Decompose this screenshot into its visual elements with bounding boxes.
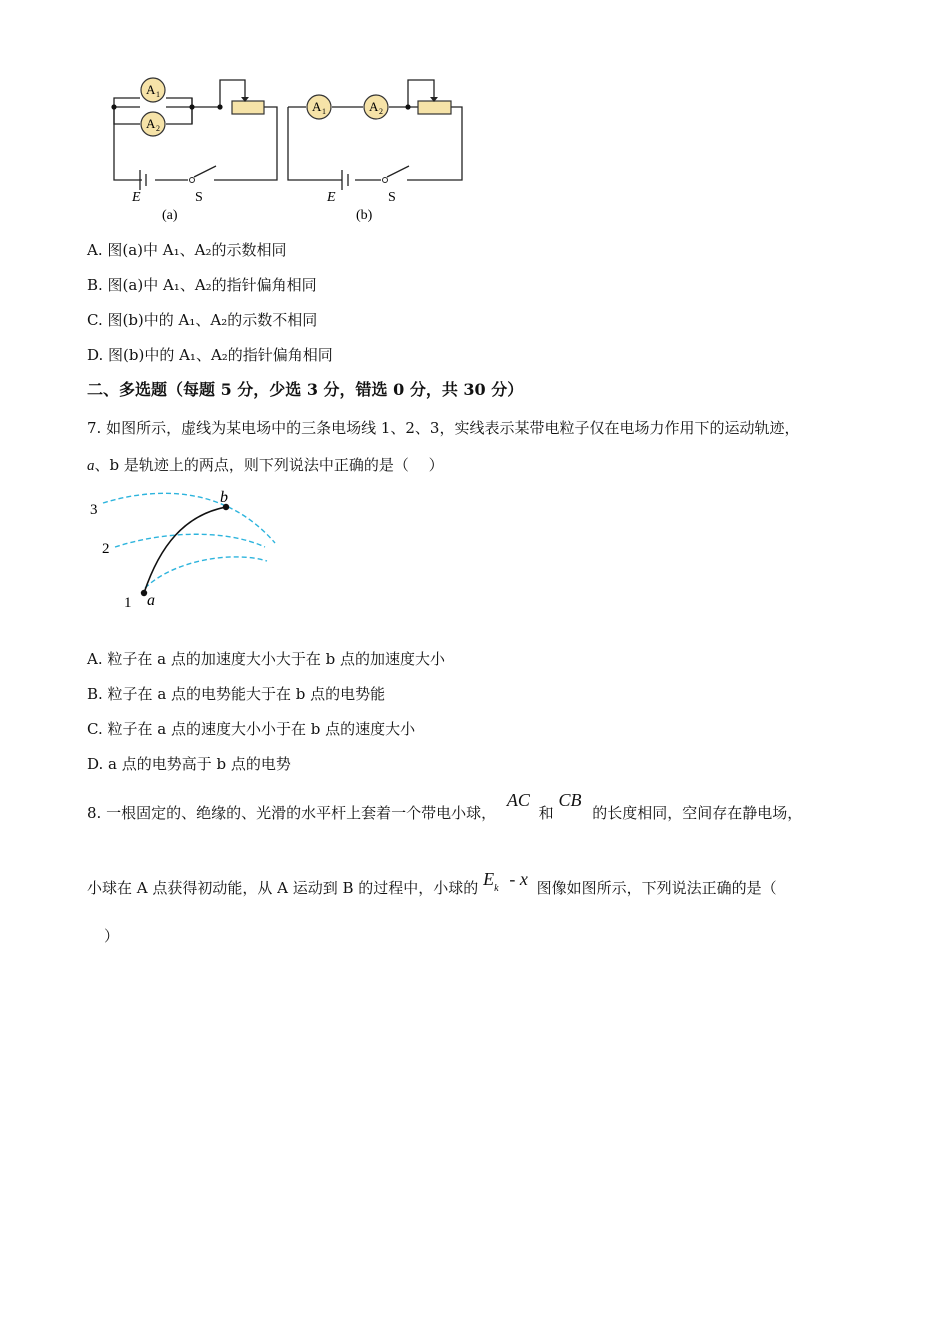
svg-text:A: A (146, 82, 156, 97)
field-line-3 (103, 493, 275, 543)
svg-text:E: E (132, 190, 141, 205)
svg-text:S: S (195, 190, 203, 205)
svg-text:(b): (b) (356, 208, 373, 223)
svg-text:3: 3 (90, 502, 98, 518)
q7-option-c: C. 粒子在 a 点的速度大小小于在 b 点的速度大小 (87, 720, 416, 738)
q6-option-c: C. 图(b)中的 A₁、A₂的示数不相同 (87, 311, 318, 329)
svg-text:2: 2 (102, 541, 110, 557)
q7-option-d: D. a 点的电势高于 b 点的电势 (87, 755, 291, 773)
field-line-2 (115, 534, 265, 547)
svg-text:S: S (388, 190, 396, 205)
svg-text:1: 1 (156, 90, 160, 99)
svg-text:2: 2 (379, 107, 383, 116)
particle-trajectory (144, 507, 226, 593)
svg-text:2: 2 (156, 124, 160, 133)
q7-option-a: A. 粒子在 a 点的加速度大小大于在 b 点的加速度大小 (87, 650, 445, 668)
q8-stem-line1: 8. 一根固定的、绝缘的、光滑的水平杆上套着一个带电小球， AC 和 CB 的长度相同，空间存在静电场， (87, 790, 803, 822)
field-line-1 (145, 557, 267, 588)
electric-field-figure (85, 485, 295, 615)
q6-option-d: D. 图(b)中的 A₁、A₂的指针偏角相同 (87, 346, 333, 364)
q7-stem-line1: 7. 如图所示，虚线为某电场中的三条电场线 1、2、3，实线表示某带电粒子仅在电场力作用下的运动轨迹， (87, 419, 800, 437)
rheostat-a-icon (232, 101, 264, 114)
q6-option-a: A. 图(a)中 A₁、A₂的示数相同 (87, 241, 287, 259)
svg-text:A: A (369, 99, 379, 114)
svg-text:A: A (146, 116, 156, 131)
q7-option-b: B. 粒子在 a 点的电势能大于在 b 点的电势能 (87, 685, 386, 703)
svg-text:E: E (327, 190, 336, 205)
rheostat-b-icon (418, 101, 451, 114)
svg-text:1: 1 (124, 595, 132, 611)
svg-text:A: A (312, 99, 322, 114)
q8-stem-line3: ） (104, 927, 120, 945)
q6-option-b: B. 图(a)中 A₁、A₂的指针偏角相同 (87, 276, 317, 294)
svg-text:b: b (220, 489, 228, 506)
q8-stem-line2: 小球在 A 点获得初动能，从 A 运动到 B 的过程中，小球的 Ek - x 图像如图所示，下列说法正确的是（ (87, 869, 777, 897)
q7-stem-line2: a、b 是轨迹上的两点，则下列说法中正确的是（ ） (87, 456, 444, 474)
section-heading: 二、多选题（每题 5 分，少选 3 分，错选 0 分，共 30 分） (87, 380, 524, 399)
svg-text:1: 1 (322, 107, 326, 116)
svg-text:(a): (a) (162, 208, 178, 223)
svg-text:a: a (147, 592, 155, 609)
circuit-figures (80, 70, 480, 230)
